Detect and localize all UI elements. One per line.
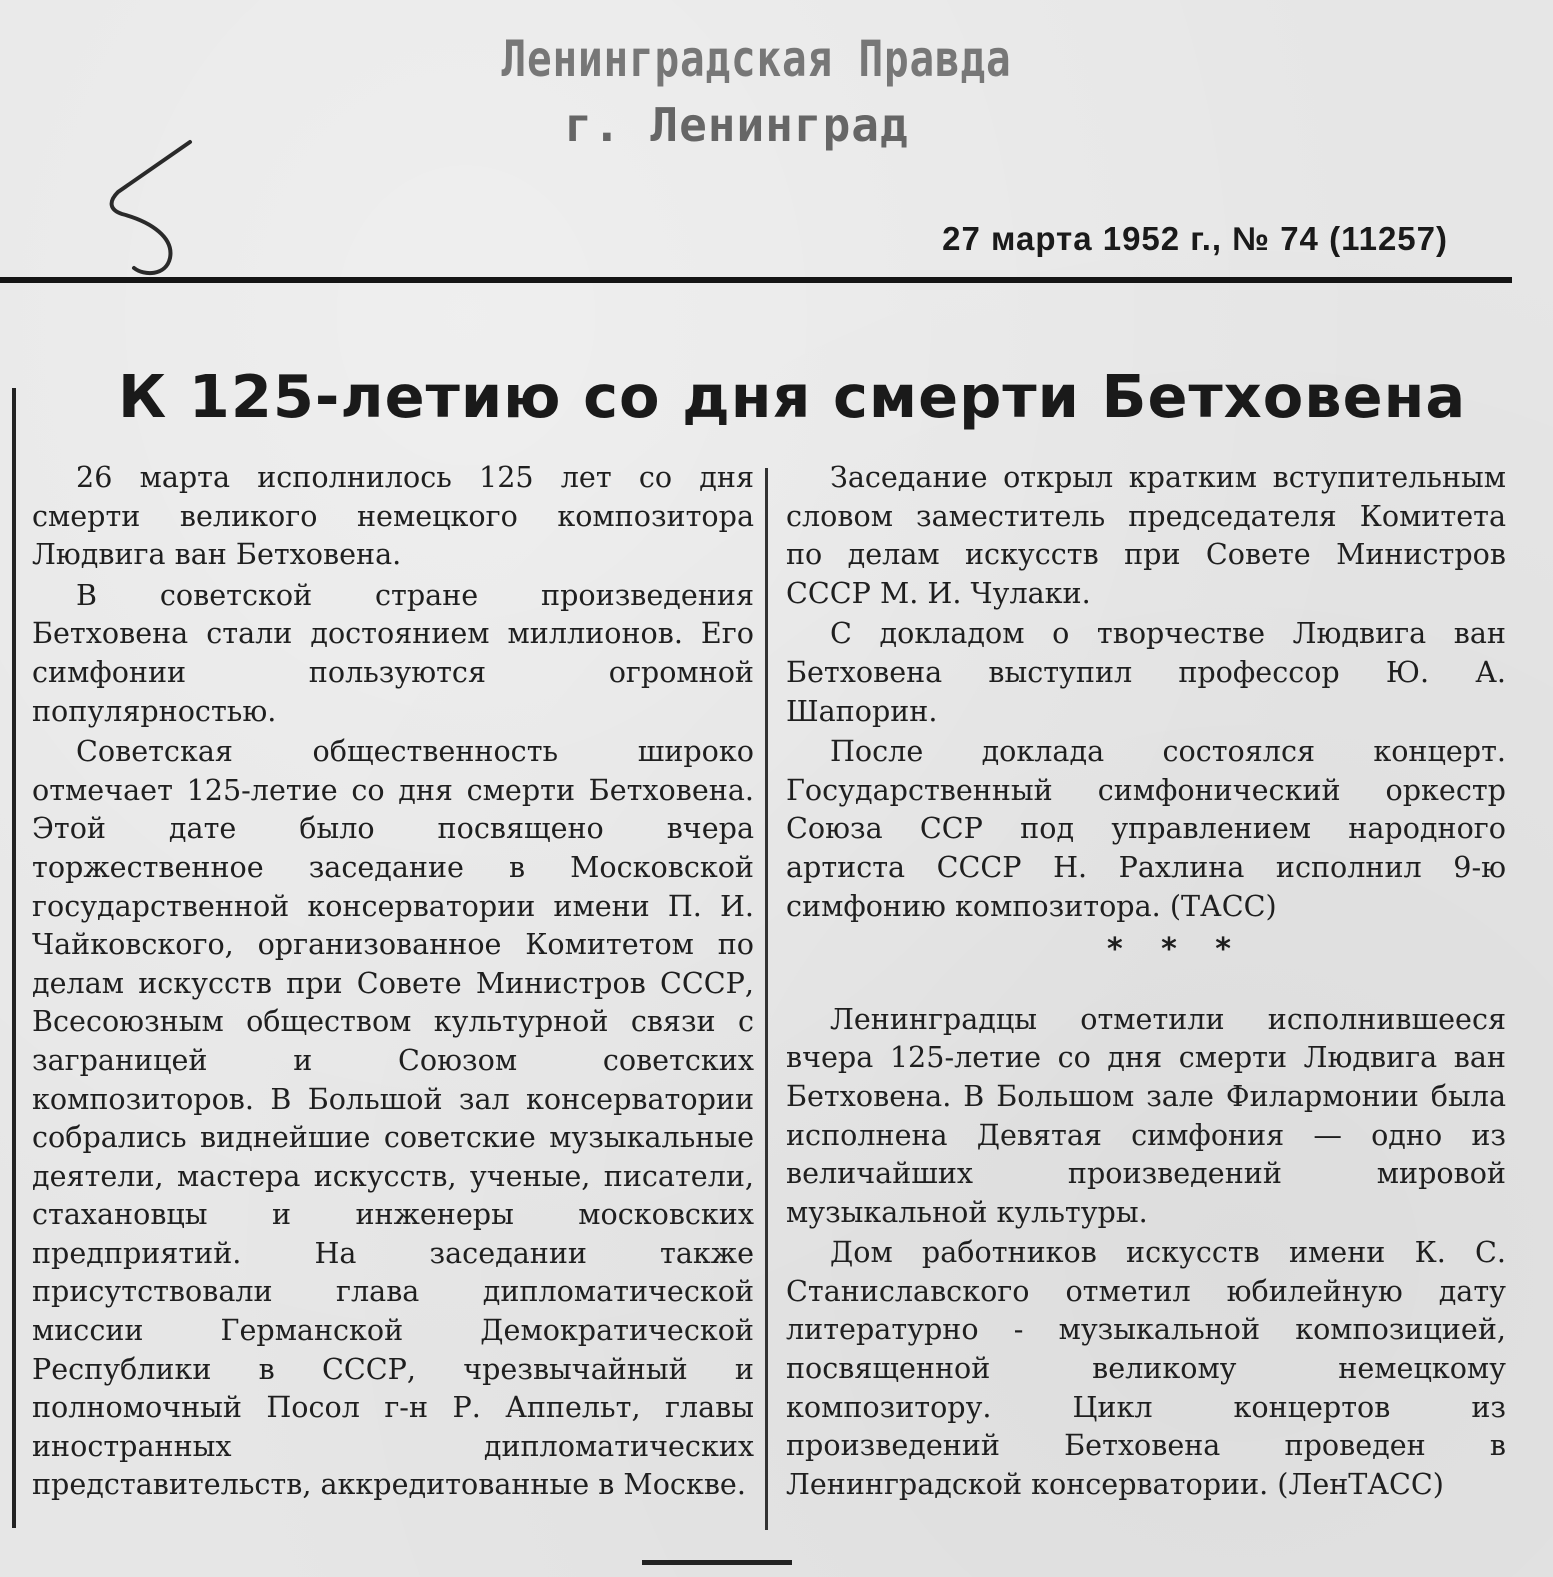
section-separator: * * * (1107, 932, 1245, 968)
issue-dateline: 27 марта 1952 г., № 74 (11257) (942, 220, 1448, 257)
column-divider (765, 468, 768, 1530)
paragraph: В советской стране произведения Бетховена стали достоянием миллионов. Его симфонии пользуются огромной популярностью. (32, 577, 754, 728)
newspaper-name-stamp: Ленинградская Правда (501, 30, 1012, 88)
paragraph: С докладом о творчестве Людвига ван Бетховена выступил профессор Ю. А. Шапорин. (786, 616, 1506, 728)
paragraph: Дом работников искусств имени К. С. Станиславского отметил юбилейную дату литературно - музыкальной композицией, посвященной великому немецкому композитору. Цикл концертов из произведений Бетховена проведен в Ленинградской консерватории. (ЛенТАСС) (786, 1235, 1506, 1501)
city-stamp: г. Ленинград (564, 98, 909, 152)
left-border-rule (12, 388, 16, 1528)
paragraph: 26 марта исполнилось 125 лет со дня смерти великого немецкого композитора Людвига ван Бетховена. (32, 460, 754, 572)
paragraph: Заседание открыл кратким вступительным словом заместитель председателя Комитета по делам искусств при Совете Министров СССР М. И. Чулаки. (786, 460, 1506, 610)
paragraph: После доклада состоялся концерт. Государственный симфонический оркестр Союза ССР под управлением народного артиста СССР Н. Рахлина исполнил 9-ю симфонию композитора. (ТАСС) (786, 734, 1506, 923)
masthead-divider (0, 277, 1512, 283)
article-headline: К 125-летию со дня смерти Бетховена (118, 362, 1467, 431)
right-column (786, 458, 1506, 1503)
left-column (32, 458, 754, 1504)
article-end-rule (642, 1560, 792, 1565)
handwritten-page-number (100, 130, 210, 280)
paragraph: Советская общественность широко отмечает 125-летие со дня смерти Бетховена. Этой дате было посвящено вчера торжественное заседание в Московской государственной консерватории имени П. И. Чайковского, организованное Комитетом по делам искусств при Совете Министров СССР, Всесоюзным обществом культурной связи с заграницей и Союзом советских композиторов. В Большой зал консерватории собрались виднейшие советские музыкальные деятели, мастера искусств, ученые, писатели, стахановцы и инженеры московских предприятий. На заседании также присутствовали глава дипломатической миссии Германской Демократической Республики в СССР, чрезвычайный и полномочный Посол г-н Р. Аппельт, главы иностранных дипломатических представительств, аккредитованные в Москве. (32, 734, 754, 1502)
paragraph: Ленинградцы отметили исполнившееся вчера 125-летие со дня смерти Людвига ван Бетховена. В Большом зале Филармонии была исполнена Девятая симфония — одно из величайших произведений мировой музыкальной культуры. (786, 1001, 1506, 1229)
